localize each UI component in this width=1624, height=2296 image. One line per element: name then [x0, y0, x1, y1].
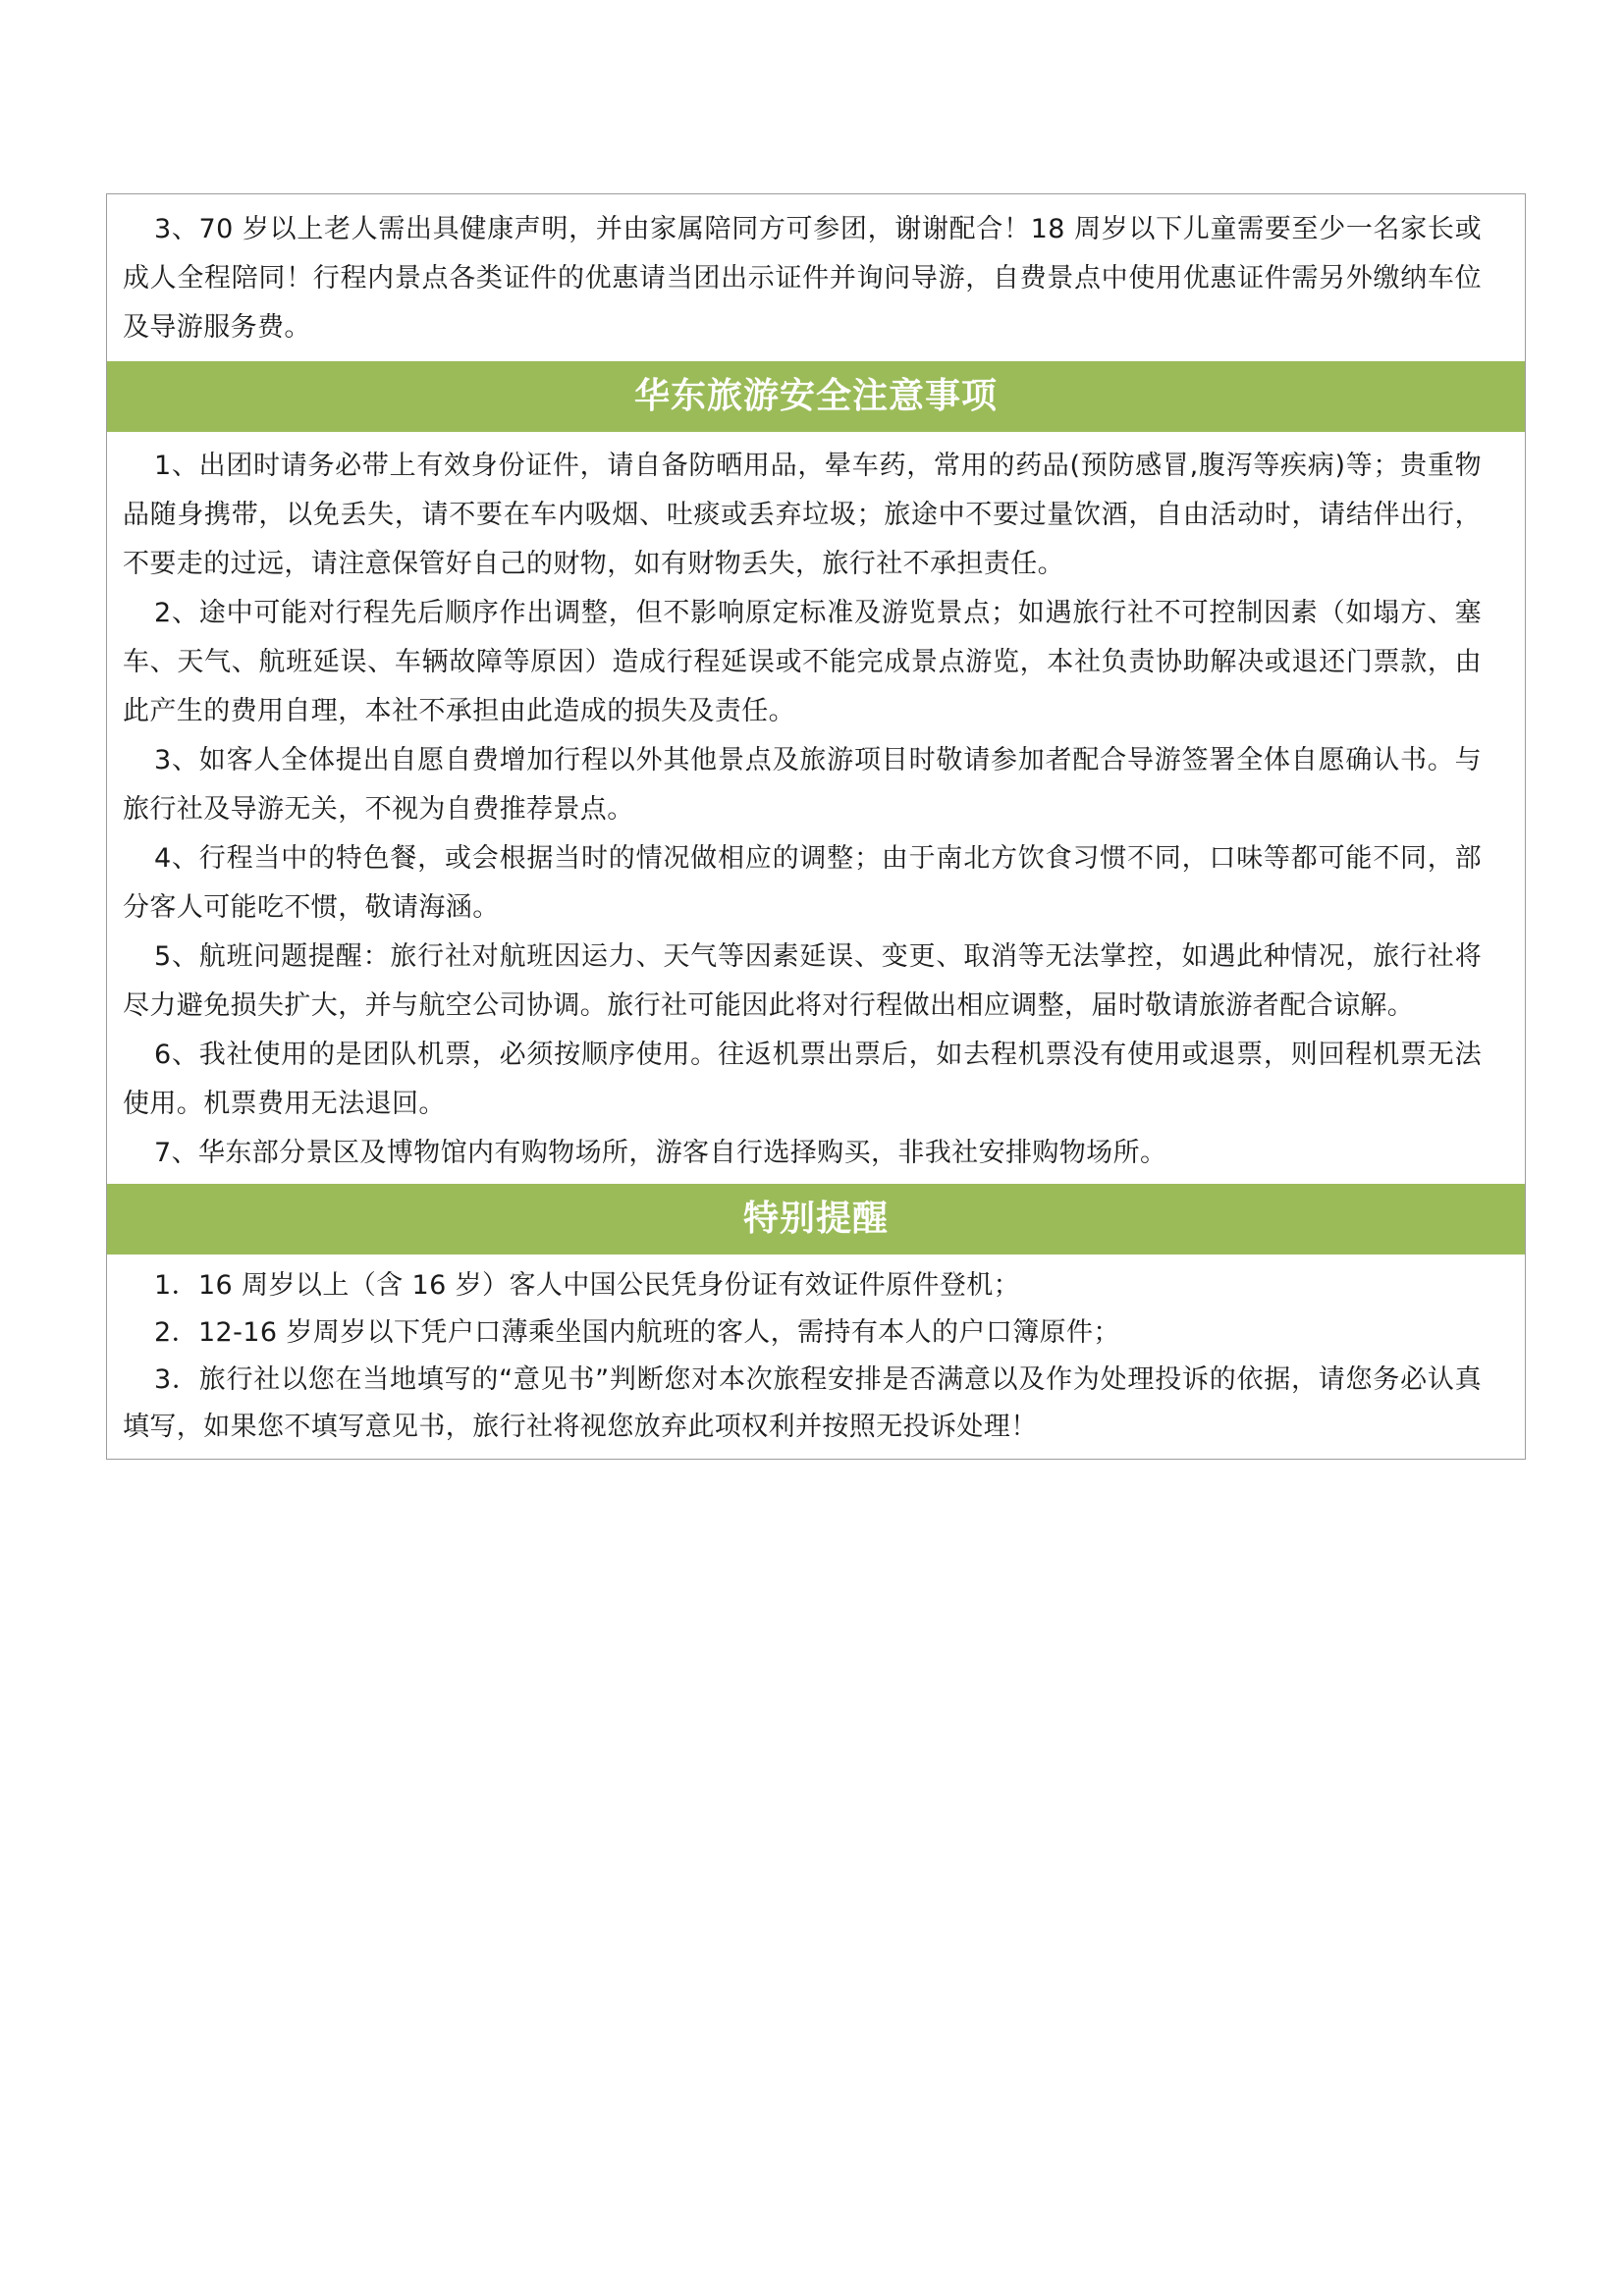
- safety-note-1: 1、出团时请务必带上有效身份证件，请自备防晒用品，晕车药，常用的药品(预防感冒,腹泻等疾病)等；贵重物品随身携带，以免丢失，请不要在车内吸烟、吐痰或丢弃垃圾；旅途中不要过量饮酒，自由活动时，请结伴出行，不要走的过远，请注意保管好自己的财物，如有财物丢失，旅行社不承担责任。: [123, 451, 1482, 579]
- section-header-safety: 华东旅游安全注意事项: [107, 361, 1525, 432]
- safety-note-7: 7、华东部分景区及博物馆内有购物场所，游客自行选择购买，非我社安排购物场所。: [154, 1138, 1167, 1168]
- safety-note-3: 3、如客人全体提出自愿自费增加行程以外其他景点及旅游项目时敬请参加者配合导游签署全体自愿确认书。与旅行社及导游无关，不视为自费推荐景点。: [123, 745, 1482, 825]
- safety-note-4: 4、行程当中的特色餐，或会根据当时的情况做相应的调整；由于南北方饮食习惯不同，口味等都可能不同，部分客人可能吃不惯，敬请海涵。: [123, 843, 1482, 923]
- section-header-special-reminder: 特别提醒: [107, 1184, 1525, 1255]
- special-reminder-block: [107, 1255, 1525, 1459]
- safety-note-6: 6、我社使用的是团队机票，必须按顺序使用。往返机票出票后，如去程机票没有使用或退票，则回程机票无法使用。机票费用无法退回。: [123, 1040, 1482, 1119]
- intro-paragraph: 3、70 岁以上老人需出具健康声明，并由家属陪同方可参团，谢谢配合！18 周岁以下儿童需要至少一名家长或成人全程陪同！行程内景点各类证件的优惠请当团出示证件并询问导游，自费景点中使用优惠证件需另外缴纳车位及导游服务费。: [123, 214, 1482, 343]
- intro-block: [107, 194, 1525, 361]
- safety-note-5: 5、航班问题提醒：旅行社对航班因运力、天气等因素延误、变更、取消等无法掌控，如遇此种情况，旅行社将尽力避免损失扩大，并与航空公司协调。旅行社可能因此将对行程做出相应调整，届时敬请旅游者配合谅解。: [123, 941, 1482, 1021]
- safety-notes-block: [107, 432, 1525, 1184]
- reminder-item-2: 2．12-16 岁周岁以下凭户口薄乘坐国内航班的客人，需持有本人的户口簿原件；: [154, 1317, 1120, 1348]
- safety-note-2: 2、途中可能对行程先后顺序作出调整，但不影响原定标准及游览景点；如遇旅行社不可控制因素（如塌方、塞车、天气、航班延误、车辆故障等原因）造成行程延误或不能完成景点游览，本社负责协助解决或退还门票款，由此产生的费用自理，本社不承担由此造成的损失及责任。: [123, 598, 1482, 726]
- reminder-item-3: 3．旅行社以您在当地填写的“意见书”判断您对本次旅程安排是否满意以及作为处理投诉的依据，请您务必认真填写，如果您不填写意见书，旅行社将视您放弃此项权利并按照无投诉处理！: [123, 1364, 1482, 1442]
- notice-table: [106, 193, 1526, 1460]
- reminder-item-1: 1．16 周岁以上（含 16 岁）客人中国公民凭身份证有效证件原件登机；: [154, 1270, 1021, 1301]
